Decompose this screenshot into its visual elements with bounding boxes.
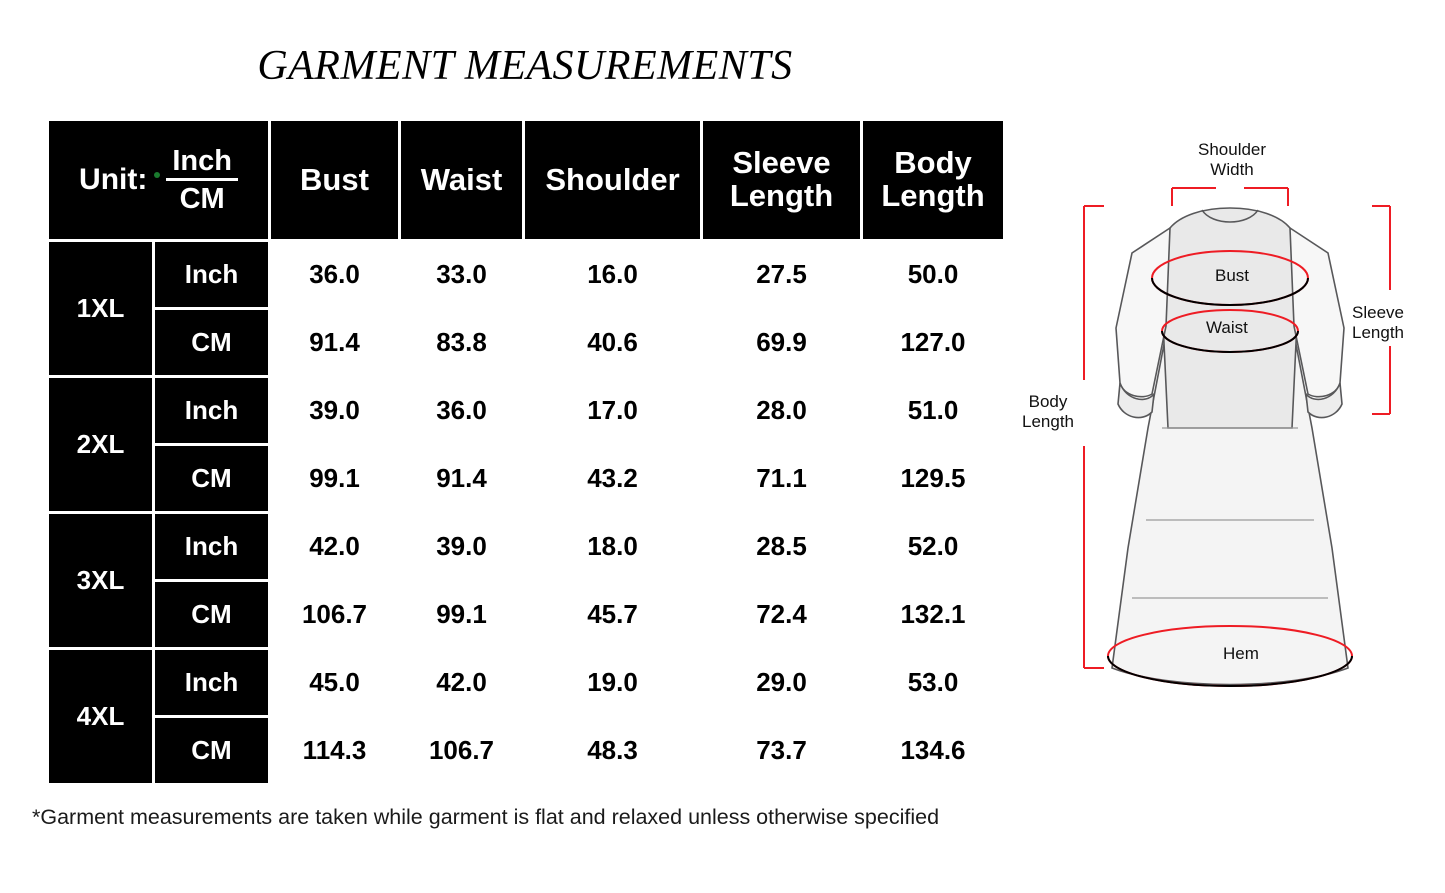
cell-3xl-cm-body: 132.1 [863,582,1003,647]
unit-cm: CM [155,446,268,511]
cell-1xl-cm-sleeve: 69.9 [703,310,860,375]
column-header-body-length [863,121,1003,239]
unit-cm: CM [155,582,268,647]
column-header-sleeve-line1: Sleeve [732,145,831,181]
table-row [49,310,1003,375]
table-header-row [49,121,1003,239]
unit-header-label: Unit: [79,163,148,197]
table-row [49,514,1003,579]
cell-4xl-cm-waist: 106.7 [401,718,522,783]
unit-inch: Inch [155,242,268,307]
cell-2xl-cm-shoulder: 43.2 [525,446,700,511]
footnote: *Garment measurements are taken while garment is flat and relaxed unless otherwise specified [32,805,940,829]
cell-2xl-cm-sleeve: 71.1 [703,446,860,511]
cell-1xl-inch-bust: 36.0 [271,242,398,307]
column-header-waist: Waist [401,121,522,239]
cell-3xl-inch-body: 52.0 [863,514,1003,579]
cell-3xl-cm-sleeve: 72.4 [703,582,860,647]
column-header-sleeve-length [703,121,860,239]
label-hem: Hem [1223,644,1259,663]
green-dot-icon [154,172,160,178]
cell-4xl-inch-waist: 42.0 [401,650,522,715]
cell-3xl-cm-bust: 106.7 [271,582,398,647]
unit-header-cell [49,121,268,239]
cell-2xl-inch-bust: 39.0 [271,378,398,443]
cell-3xl-inch-waist: 39.0 [401,514,522,579]
cell-2xl-inch-waist: 36.0 [401,378,522,443]
size-label-3xl: 3XL [49,514,152,647]
cell-1xl-cm-body: 127.0 [863,310,1003,375]
label-sleeve-length [1352,303,1404,342]
cell-3xl-inch-shoulder: 18.0 [525,514,700,579]
label-body-length-line1: Body [1028,392,1068,411]
column-header-shoulder: Shoulder [525,121,700,239]
cell-1xl-cm-bust: 91.4 [271,310,398,375]
garment-measurements-table [46,118,1006,786]
cell-4xl-cm-shoulder: 48.3 [525,718,700,783]
label-shoulder-width-line1: Shoulder [1198,140,1267,159]
cell-4xl-cm-body: 134.6 [863,718,1003,783]
cell-3xl-cm-waist: 99.1 [401,582,522,647]
table-row [49,582,1003,647]
cell-3xl-inch-sleeve: 28.5 [703,514,860,579]
cell-3xl-cm-shoulder: 45.7 [525,582,700,647]
label-waist: Waist [1206,318,1248,337]
page-title: GARMENT MEASUREMENTS [257,43,793,89]
size-label-4xl: 4XL [49,650,152,783]
cell-2xl-cm-waist: 91.4 [401,446,522,511]
unit-header-inch: Inch [166,145,238,181]
cell-4xl-inch-body: 53.0 [863,650,1003,715]
table-row [49,718,1003,783]
table-row [49,378,1003,443]
cell-2xl-cm-body: 129.5 [863,446,1003,511]
cell-2xl-inch-shoulder: 17.0 [525,378,700,443]
cell-1xl-inch-body: 50.0 [863,242,1003,307]
label-sleeve-length-line1: Sleeve [1352,303,1404,322]
size-label-1xl: 1XL [49,242,152,375]
unit-inch: Inch [155,650,268,715]
cell-1xl-inch-waist: 33.0 [401,242,522,307]
cell-4xl-cm-bust: 114.3 [271,718,398,783]
column-header-bust: Bust [271,121,398,239]
unit-cm: CM [155,310,268,375]
unit-inch: Inch [155,514,268,579]
column-header-body-line2: Length [881,178,985,213]
table-row [49,446,1003,511]
cell-3xl-inch-bust: 42.0 [271,514,398,579]
cell-1xl-cm-shoulder: 40.6 [525,310,700,375]
label-bust: Bust [1215,266,1250,285]
cell-4xl-inch-shoulder: 19.0 [525,650,700,715]
cell-2xl-inch-body: 51.0 [863,378,1003,443]
size-label-2xl: 2XL [49,378,152,511]
cell-1xl-inch-sleeve: 27.5 [703,242,860,307]
column-header-body-line1: Body [894,145,972,181]
label-sleeve-length-line2: Length [1352,322,1404,342]
dress-illustration [1020,128,1440,708]
unit-header-cm: CM [179,183,225,215]
cell-1xl-inch-shoulder: 16.0 [525,242,700,307]
table-row [49,650,1003,715]
cell-1xl-cm-waist: 83.8 [401,310,522,375]
label-shoulder-width [1198,140,1266,179]
cell-2xl-inch-sleeve: 28.0 [703,378,860,443]
label-body-length [1022,392,1074,431]
unit-inch: Inch [155,378,268,443]
body-length-bracket [1084,206,1104,668]
cell-4xl-inch-bust: 45.0 [271,650,398,715]
label-shoulder-width-line2: Width [1210,159,1254,179]
cell-4xl-inch-sleeve: 29.0 [703,650,860,715]
cell-4xl-cm-sleeve: 73.7 [703,718,860,783]
column-header-sleeve-line2: Length [729,178,834,213]
cell-2xl-cm-bust: 99.1 [271,446,398,511]
shoulder-width-bracket [1172,188,1288,206]
garment-diagram [1020,128,1440,708]
label-body-length-line2: Length [1022,411,1074,431]
unit-cm: CM [155,718,268,783]
table-row [49,242,1003,307]
